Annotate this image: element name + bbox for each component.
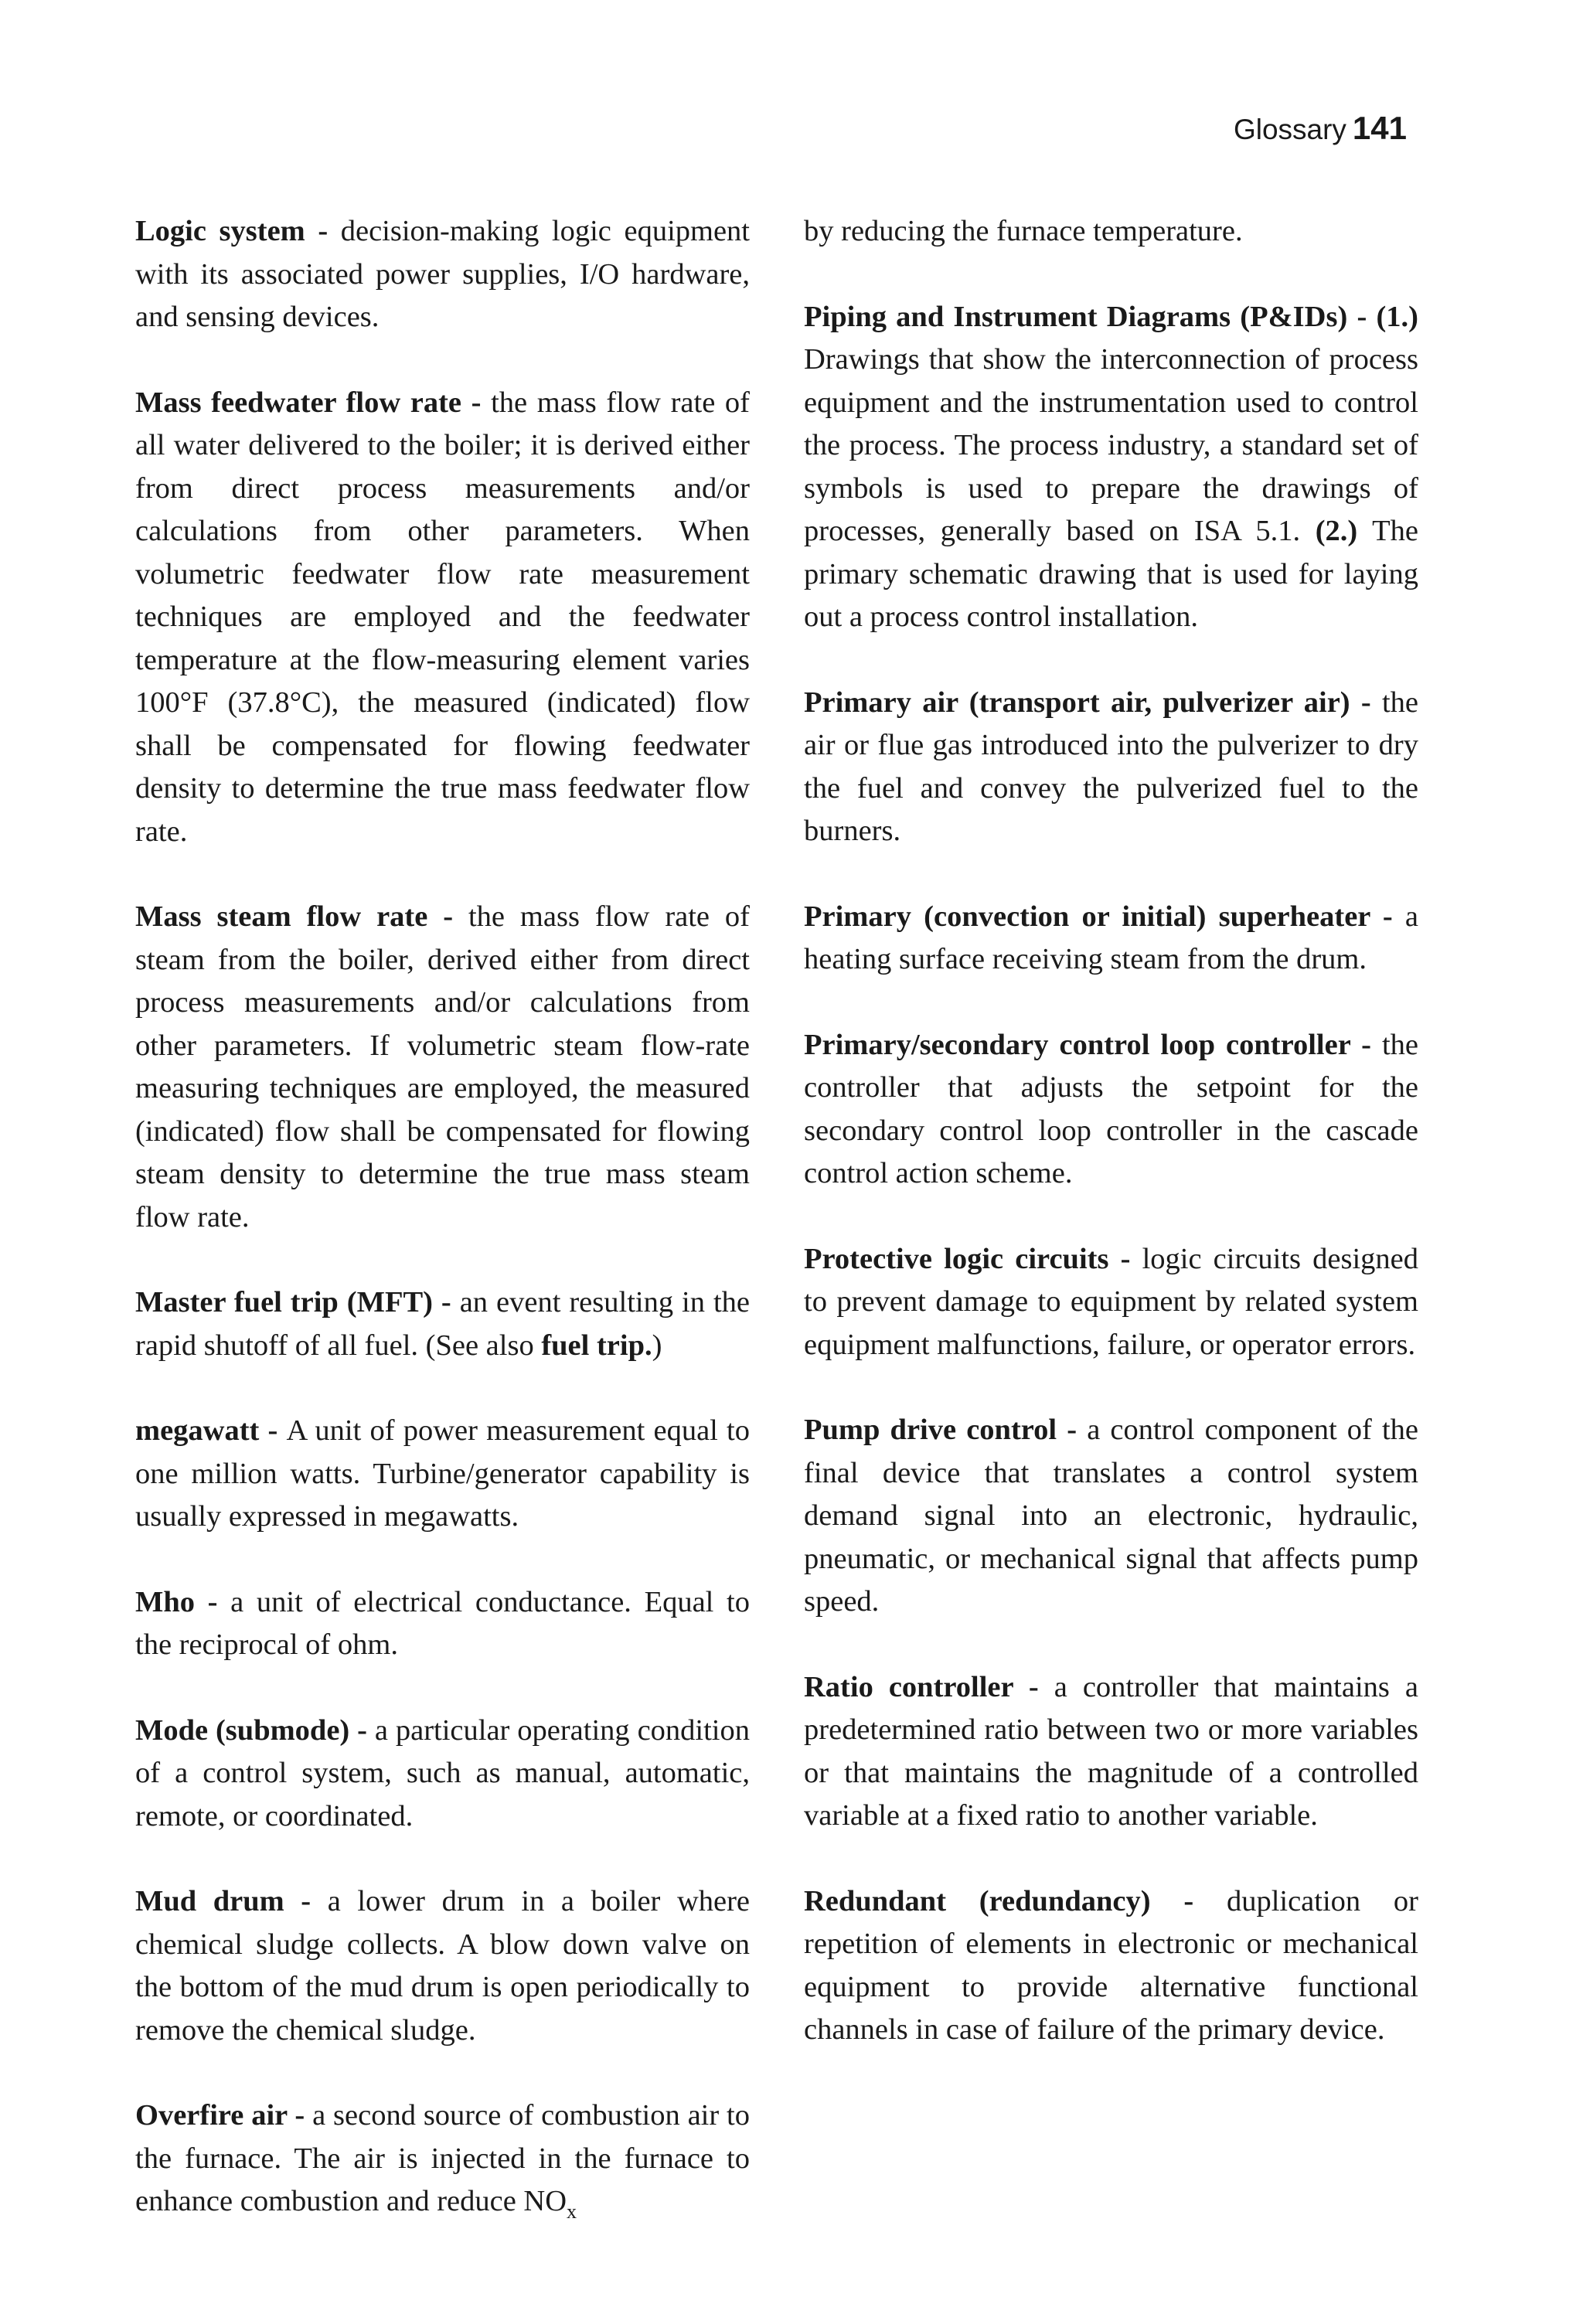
glossary-entry-mho [135, 1581, 750, 1667]
entry-definition-end: ) [652, 1329, 662, 1362]
entry-term: Primary (convection or initial) superheater [804, 900, 1370, 933]
entry-definition: logic circuits designed to prevent damage to equipment by related system equipment malfunctions, failure, or operator errors. [804, 1242, 1418, 1361]
entry-separator: - [1150, 1884, 1227, 1917]
glossary-entry-mode [135, 1710, 750, 1839]
right-column [804, 210, 1418, 2094]
entry-definition: the mass flow rate of steam from the boiler, derived either from direct process measurements and/or calculations from other parameters. If volumetric steam flow-rate measuring techniques are employed, the measured (indicated) flow shall be compensated for flowing steam density to determine the true mass steam flow rate. [135, 900, 751, 1233]
entry-definition-2: The primary schematic drawing that is used for laying out a process control installation. [804, 515, 1418, 633]
entry-separator: - [1350, 686, 1382, 719]
glossary-entry-master-fuel-trip [135, 1281, 750, 1367]
entry-separator: - [1370, 900, 1405, 933]
entry-term: Ratio controller [804, 1670, 1013, 1703]
glossary-entry-mass-feedwater-flow-rate [135, 382, 750, 854]
glossary-entry-redundant [804, 1880, 1418, 2052]
entry-definition: duplication or repetition of elements in electronic or mechanical equipment to provide alternative functional channels in case of failure of the primary device. [804, 1884, 1418, 2046]
glossary-entry-logic-system [135, 210, 750, 339]
glossary-entry-primary-superheater [804, 896, 1418, 982]
left-column [135, 210, 750, 2266]
entry-separator: - [349, 1713, 375, 1747]
entry-definition: a second source of combustion air to the furnace. The air is injected in the furnace to enhance combustion and reduce NO [135, 2099, 750, 2217]
entry-separator: - [284, 1885, 328, 1917]
glossary-entry-protective-logic-circuits [804, 1238, 1418, 1367]
glossary-entry-primary-secondary-controller [804, 1024, 1418, 1196]
entry-definition: a control component of the final device that translates a control system demand signal into an electronic, hydraulic, pneumatic, or mechanical signal that affects pump speed. [804, 1414, 1418, 1618]
glossary-entry-primary-air [804, 682, 1418, 853]
continued-definition: by reducing the furnace temperature. [804, 215, 1243, 247]
entry-definition: decision-making logic equipment with its associated power supplies, I/O hardware, and sensing devices. [135, 215, 750, 333]
entry-definition: the mass flow rate of all water delivered to the boiler; it is derived either from direct process measurements and/or calculations from other parameters. When volumetric feedwater flow rate measurement techniques are employed and the feedwater temperature at the flow-measuring element varies 100°F (37.8°C), the measured (indicated) flow shall be compensated for flowing feedwater density to determine the true mass feedwater flow rate. [135, 386, 750, 848]
entry-term: Protective logic circuits [804, 1242, 1109, 1275]
entry-term: Master fuel trip (MFT) [135, 1286, 433, 1319]
entry-definition: a controller that maintains a predetermined ratio between two or more variables or that maintains the magnitude of a controlled variable at a fixed ratio to another variable. [804, 1670, 1418, 1832]
entry-term: Mass feedwater flow rate [135, 386, 462, 419]
entry-definition-1: Drawings that show the interconnection of process equipment and the instrumentation used to control the process. The process industry, a standard set of symbols is used to prepare the drawings of processes, generally based on ISA 5.1. [804, 343, 1418, 547]
entry-separator: - [1013, 1670, 1054, 1703]
glossary-entry-overfire-air [135, 2094, 750, 2224]
section-title: Glossary [1233, 114, 1346, 145]
entry-term: megawatt [135, 1414, 260, 1447]
entry-definition: a unit of electrical conductance. Equal to the reciprocal of ohm. [135, 1585, 750, 1661]
entry-term: Mass steam flow rate [135, 900, 428, 933]
subscript-x: x [567, 2200, 577, 2223]
glossary-entry-mud-drum [135, 1880, 750, 2052]
entry-separator: - [259, 1414, 287, 1447]
entry-separator: - [1347, 300, 1377, 333]
entry-definition: an event resulting in the rapid shutoff of all fuel. (See also [135, 1286, 750, 1362]
entry-term: Primary/secondary control loop controller [804, 1028, 1351, 1061]
entry-term: Primary air (transport air, pulverizer air) [804, 686, 1350, 719]
entry-separator: - [432, 1286, 460, 1319]
entry-separator: - [1057, 1414, 1088, 1446]
entry-separator: - [287, 2099, 313, 2132]
see-also-term: fuel trip. [541, 1329, 652, 1362]
entry-term: Overfire air [135, 2099, 288, 2132]
entry-separator: - [195, 1585, 231, 1618]
entry-separator: - [427, 900, 468, 933]
entry-term: Logic system [135, 215, 305, 247]
entry-term: Mud drum [135, 1885, 284, 1917]
entry-definition: A unit of power measurement equal to one million watts. Turbine/generator capability is usually expressed in megawatts. [135, 1414, 750, 1533]
definition-marker-2: (2.) [1315, 515, 1358, 547]
entry-separator: - [1350, 1028, 1382, 1061]
entry-definition: a lower drum in a boiler where chemical sludge collects. A blow down valve on the bottom of the mud drum is open periodically to remove the chemical sludge. [135, 1885, 750, 2047]
entry-separator: - [461, 386, 492, 419]
glossary-entry-ratio-controller [804, 1666, 1418, 1838]
entry-term: Mho [135, 1585, 195, 1618]
entry-definition: the controller that adjusts the setpoint for the secondary control loop controller in the cascade control action scheme. [804, 1028, 1418, 1189]
page-number: 141 [1352, 110, 1407, 146]
glossary-entry-megawatt [135, 1410, 750, 1539]
entry-term: Mode (submode) [135, 1713, 350, 1747]
entry-definition: a particular operating condition of a control system, such as manual, automatic, remote, or coordinated. [135, 1713, 750, 1832]
entry-definition: a heating surface receiving steam from the drum. [804, 900, 1418, 975]
entry-separator: - [305, 215, 341, 247]
glossary-entry-mass-steam-flow-rate [135, 896, 750, 1239]
entry-term: Pump drive control [804, 1414, 1057, 1446]
entry-definition: the air or flue gas introduced into the pulverizer to dry the fuel and convey the pulverized fuel to the burners. [804, 686, 1418, 847]
entry-separator: - [1108, 1242, 1142, 1275]
entry-term: Piping and Instrument Diagrams (P&IDs) [804, 300, 1348, 333]
definition-marker-1: (1.) [1376, 300, 1418, 333]
glossary-entry-pids [804, 296, 1418, 639]
glossary-entry-pump-drive-control [804, 1409, 1418, 1624]
running-head [1234, 110, 1407, 147]
entry-term: Redundant (redundancy) [804, 1884, 1151, 1917]
